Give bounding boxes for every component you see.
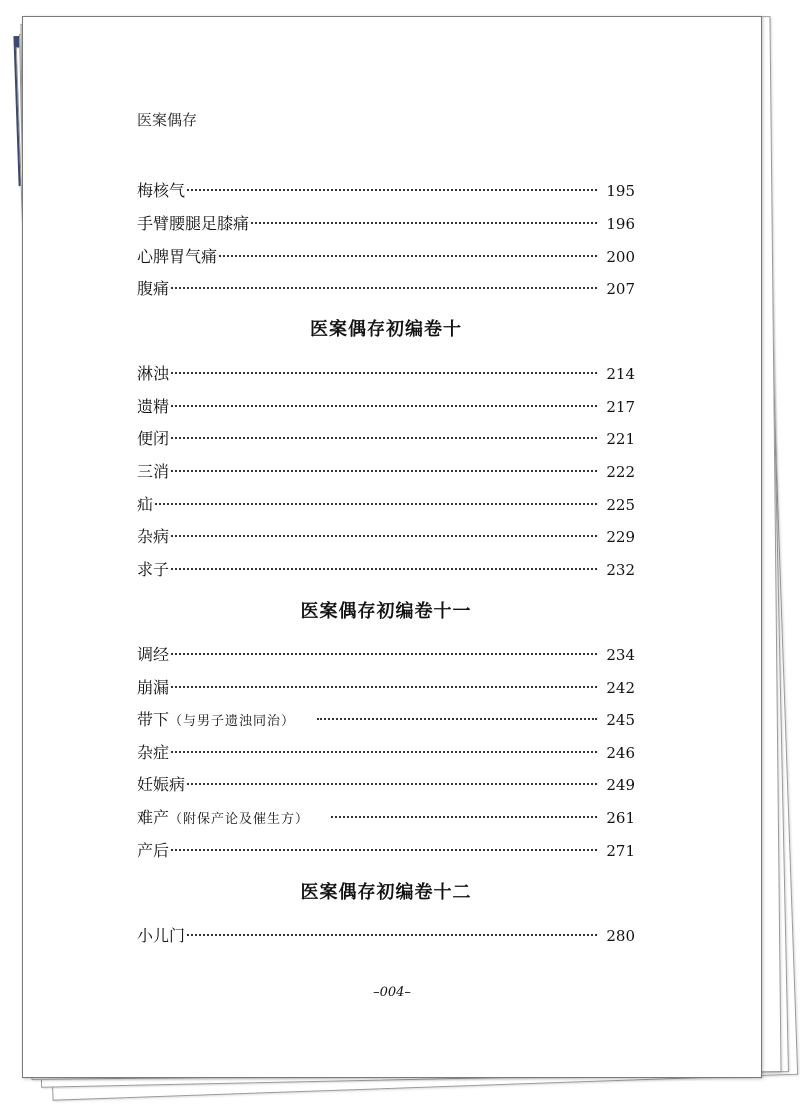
entry-title: 遗精 (137, 397, 170, 416)
entry-page-number: 261 (606, 809, 635, 827)
entry-page-number: 249 (606, 776, 635, 794)
entry-page-number: 200 (606, 248, 635, 266)
entry-title: 产后 (137, 841, 170, 860)
dot-leader (187, 783, 597, 785)
dot-leader (171, 751, 597, 753)
entry-note: （与男子遗浊同治） (169, 714, 296, 729)
entry-page-number: 246 (606, 744, 635, 762)
entry-title: 疝 (137, 495, 154, 514)
entry-page-number: 207 (606, 280, 635, 298)
entry-page-number: 221 (606, 430, 635, 448)
toc-entry[interactable] (137, 838, 635, 862)
entry-page-number: 280 (606, 927, 635, 945)
dot-leader (171, 686, 597, 688)
toc-entry[interactable] (137, 276, 635, 300)
entry-title: 调经 (137, 645, 170, 664)
toc-entry[interactable] (137, 244, 635, 268)
toc-entry[interactable] (137, 923, 635, 947)
entry-note: （附保产论及催生方） (169, 812, 310, 827)
entry-title: 崩漏 (137, 678, 170, 697)
page-number: –004– (373, 985, 411, 1000)
dot-leader (155, 503, 597, 505)
entry-title: 便闭 (137, 429, 170, 448)
toc-entry[interactable] (137, 178, 635, 202)
entry-page-number: 234 (606, 646, 635, 664)
dot-leader (187, 189, 597, 191)
dot-leader (171, 470, 597, 472)
running-head: 医案偶存 (137, 111, 198, 129)
entry-page-number: 225 (606, 496, 635, 514)
entry-page-number: 196 (606, 215, 635, 233)
entry-title: 求子 (137, 560, 170, 579)
dot-leader (171, 372, 597, 374)
entry-title: 妊娠病 (137, 775, 186, 794)
toc-entry[interactable] (137, 426, 635, 450)
toc-entry[interactable] (137, 805, 635, 829)
entry-page-number: 222 (606, 463, 635, 481)
entry-page-number: 214 (606, 365, 635, 383)
entry-page-number: 245 (606, 711, 635, 729)
entry-title: 难产 (137, 808, 170, 827)
toc-entry[interactable] (137, 707, 635, 731)
entry-page-number: 232 (606, 561, 635, 579)
toc-entry[interactable] (137, 524, 635, 548)
volume-heading: 医案偶存初编卷十一 (300, 601, 472, 622)
entry-title: 心脾胃气痛 (137, 247, 218, 266)
entry-page-number: 229 (606, 528, 635, 546)
dot-leader (171, 287, 597, 289)
volume-heading: 医案偶存初编卷十二 (300, 882, 472, 903)
toc-page (22, 16, 762, 1078)
entry-page-number: 195 (606, 182, 635, 200)
dot-leader (171, 849, 597, 851)
entry-title: 淋浊 (137, 364, 170, 383)
dot-leader (171, 405, 597, 407)
toc-entry[interactable] (137, 492, 635, 516)
toc-entry[interactable] (137, 557, 635, 581)
toc-entry[interactable] (137, 211, 635, 235)
entry-page-number: 217 (606, 398, 635, 416)
dot-leader (251, 222, 597, 224)
toc-entry[interactable] (137, 394, 635, 418)
entry-title: 杂病 (137, 527, 170, 546)
entry-title: 杂症 (137, 743, 170, 762)
toc-entry[interactable] (137, 772, 635, 796)
entry-title: 三消 (137, 462, 170, 481)
dot-leader (187, 934, 597, 936)
dot-leader (219, 255, 597, 257)
toc-entry[interactable] (137, 740, 635, 764)
dot-leader (171, 568, 597, 570)
entry-title: 梅核气 (137, 181, 186, 200)
entry-title: 带下 (137, 710, 170, 729)
dot-leader (171, 535, 597, 537)
dot-leader (171, 653, 597, 655)
dot-leader (171, 437, 597, 439)
toc-entry[interactable] (137, 642, 635, 666)
entry-title: 腹痛 (137, 279, 170, 298)
toc-entry[interactable] (137, 675, 635, 699)
entry-page-number: 242 (606, 679, 635, 697)
volume-heading: 医案偶存初编卷十 (310, 319, 462, 340)
toc-entry[interactable] (137, 361, 635, 385)
dot-leader (317, 718, 597, 720)
entry-page-number: 271 (606, 842, 635, 860)
toc-entry[interactable] (137, 459, 635, 483)
entry-title: 小儿门 (137, 926, 186, 945)
dot-leader (331, 816, 597, 818)
entry-title: 手臂腰腿足膝痛 (137, 214, 250, 233)
